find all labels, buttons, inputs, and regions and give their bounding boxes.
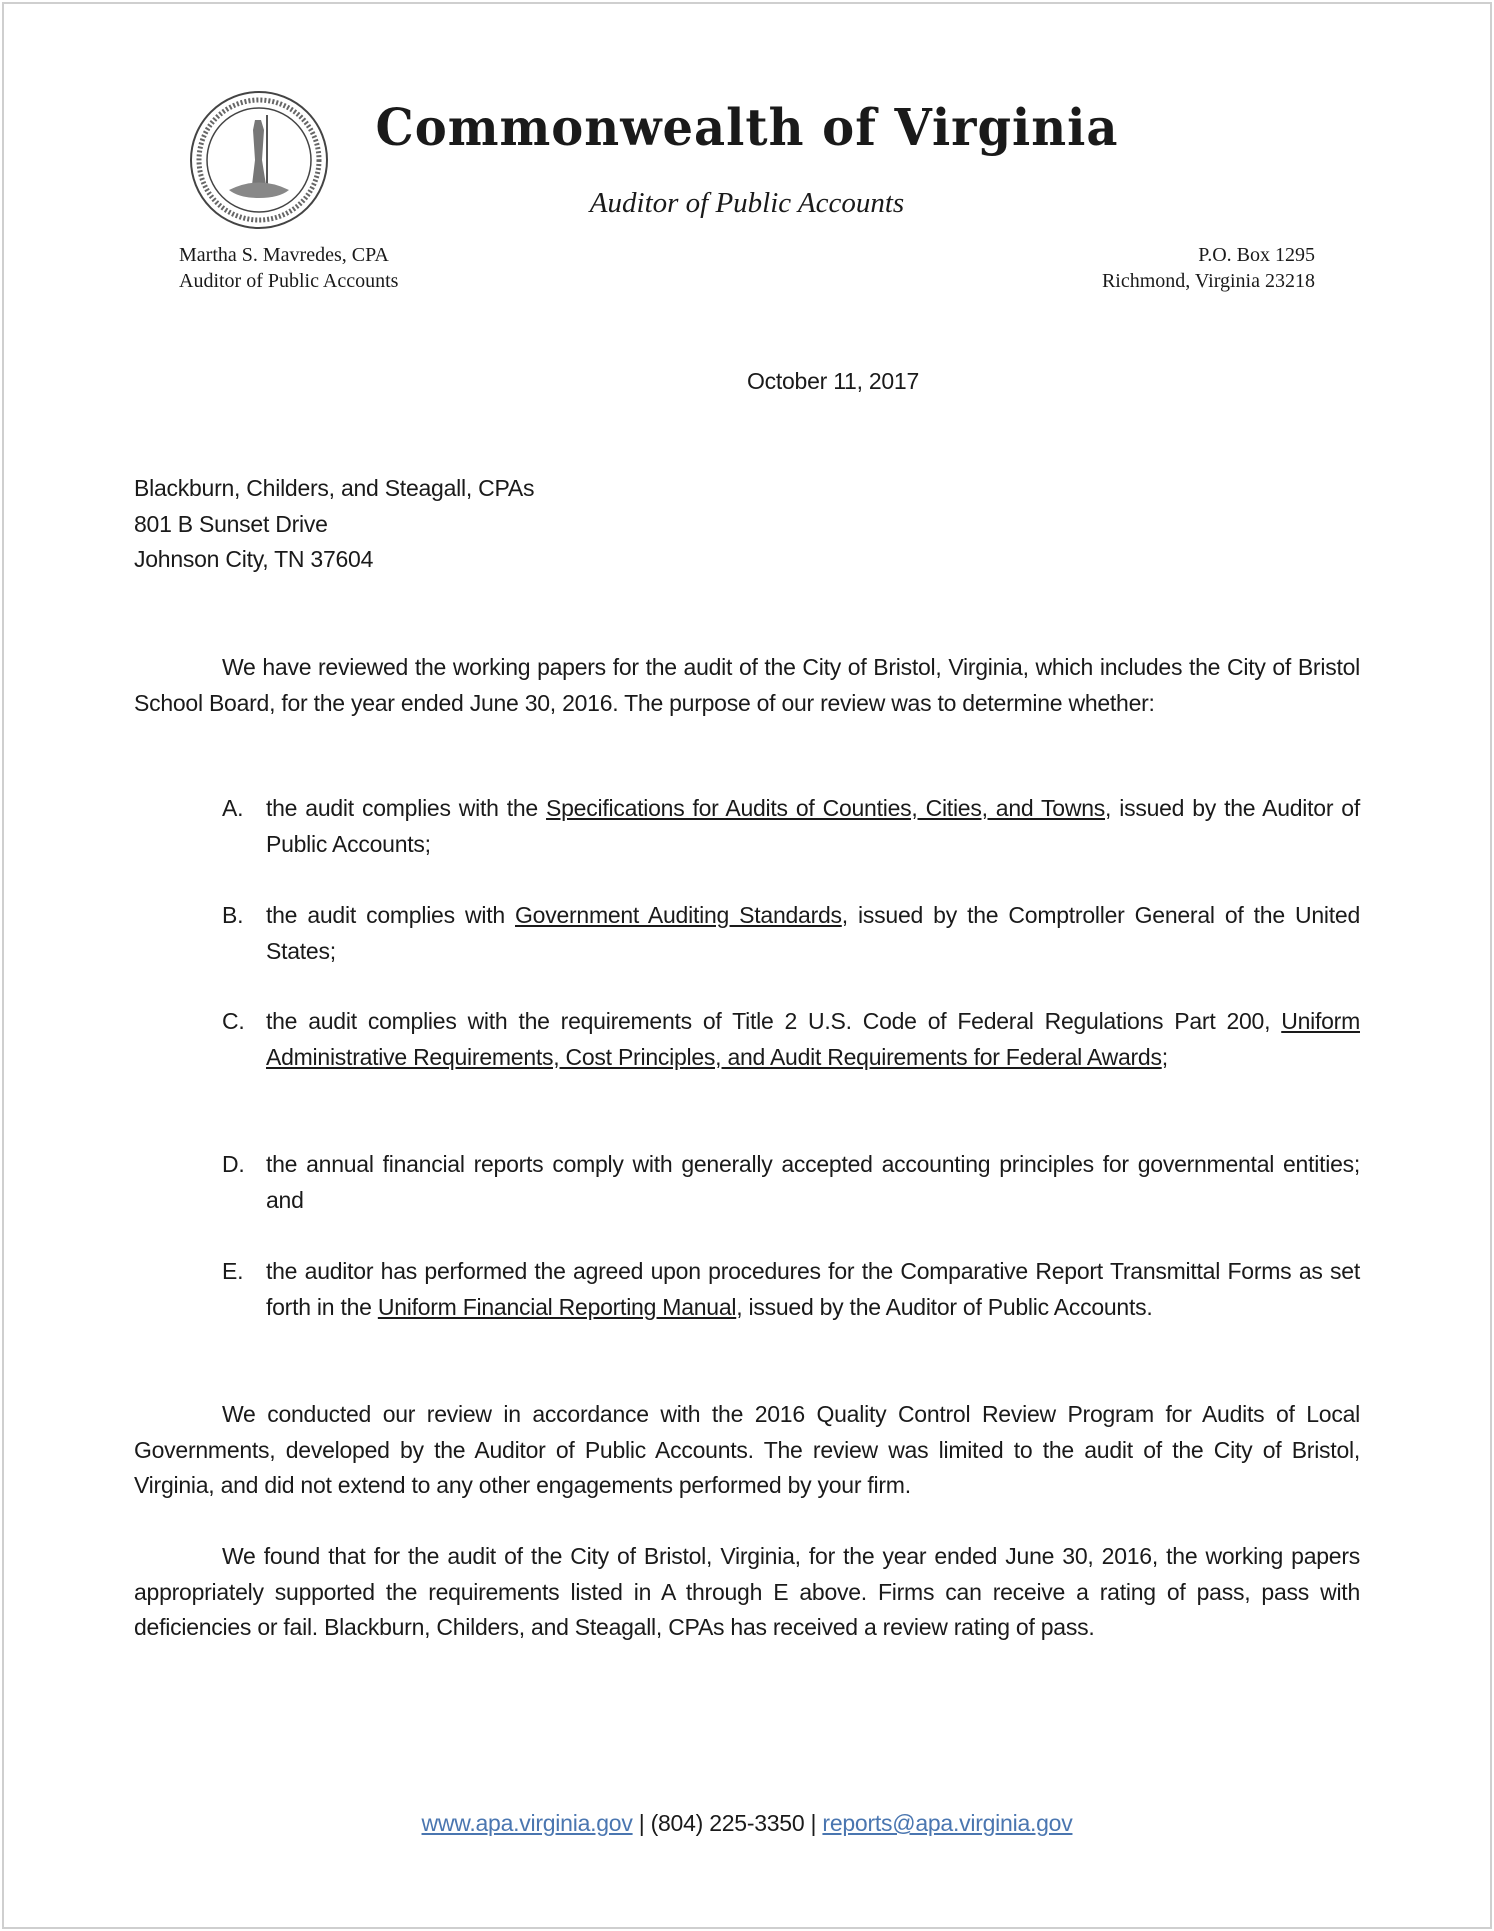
- auditor-name-block: [179, 242, 398, 294]
- document-title: Specifications for Audits of Counties, Cities, and Towns: [546, 795, 1106, 821]
- document-title: Uniform Administrative Requirements, Cost Principles, and Audit Requirements for Federal Awards: [266, 1008, 1360, 1070]
- recipient-line: Blackburn, Childers, and Steagall, CPAs: [134, 475, 535, 501]
- recipient-line: Johnson City, TN 37604: [134, 546, 374, 573]
- mailing-address-block: [1102, 242, 1315, 294]
- website-link[interactable]: www.apa.virginia.gov: [421, 1810, 633, 1836]
- list-item: [222, 898, 1360, 969]
- document-title: Government Auditing Standards: [515, 902, 842, 928]
- list-letter: A.: [222, 795, 244, 821]
- list-item: [222, 1147, 1360, 1218]
- document-title: Uniform Financial Reporting Manual: [377, 1293, 737, 1320]
- item-text: , issued by the Auditor of Public Accounts.: [736, 1293, 1153, 1320]
- list-letter: E.: [222, 1258, 244, 1284]
- intro-paragraph: We have reviewed the working papers for the audit of the City of Bristol, Virginia, which includes the City of Bristol School Board, for the year ended June 30, 2016. The purpose of our review was to determine whether:: [134, 654, 1360, 716]
- item-text: the annual financial reports comply with generally accepted accounting principles for governmental entities; and: [266, 1151, 1360, 1213]
- letterhead-subtitle: Auditor of Public Accounts: [589, 187, 905, 219]
- item-text: the audit complies with the requirements of Title 2 U.S. Code of Federal Regulations Part 200,: [266, 1008, 1282, 1034]
- item-text: ;: [1161, 1043, 1168, 1070]
- list-letter: B.: [222, 902, 244, 928]
- recipient-address: [134, 471, 534, 578]
- review-scope-paragraph: We conducted our review in accordance with the 2016 Quality Control Review Program for Audits of Local Governments, developed by the Auditor of Public Accounts. The review was limited to the audit of the City of Bristol, Virginia, and did not extend to any other engagements performed by your firm.: [134, 1401, 1360, 1499]
- item-text: the auditor has performed the agreed upon procedures for the Comparative Report Transmittal Forms as set forth in the: [266, 1258, 1360, 1320]
- recipient-line: 801 B Sunset Drive: [134, 510, 328, 537]
- po-box: P.O. Box 1295: [1198, 244, 1315, 266]
- footer-contact: [0, 1806, 1494, 1842]
- letter-date: October 11, 2017: [746, 368, 920, 394]
- list-item: [222, 791, 1360, 862]
- item-text: the audit complies with: [266, 902, 516, 928]
- footer-separator: |: [632, 1810, 651, 1836]
- list-letter: D.: [222, 1151, 245, 1177]
- footer-separator: |: [804, 1810, 823, 1836]
- auditor-name: Martha S. Mavredes, CPA: [179, 244, 389, 266]
- item-text: , issued by the Comptroller General of the United States;: [266, 902, 1360, 964]
- city-state-zip: Richmond, Virginia 23218: [1101, 270, 1315, 292]
- review-result-paragraph: We found that for the audit of the City of Bristol, Virginia, for the year ended June 30, 2016, the working papers appropriately supported the requirements listed in A through E above. Firms can receive a rating of pass, pass with deficiencies or fail. Blackburn, Childers, and Steagall, CPAs has received a review rating of pass.: [134, 1543, 1360, 1641]
- phone-number: (804) 225-3350: [650, 1810, 805, 1836]
- email-link[interactable]: reports@apa.virginia.gov: [822, 1810, 1073, 1836]
- item-text: the audit complies with the: [266, 795, 547, 821]
- list-item: [222, 1254, 1360, 1325]
- list-item: [222, 1004, 1360, 1075]
- auditor-title: Auditor of Public Accounts: [179, 270, 399, 292]
- letterhead-title: Commonwealth of Virginia: [375, 98, 1119, 158]
- item-text: , issued by the Auditor of Public Accounts;: [266, 795, 1360, 857]
- list-letter: C.: [222, 1008, 245, 1034]
